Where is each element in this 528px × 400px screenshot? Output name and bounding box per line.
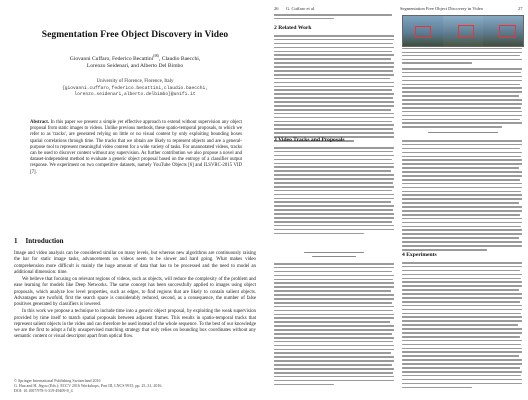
footnote-line-1: © Springer International Publishing Switzerland 2016 — [14, 378, 101, 383]
footnote-line-2: G. Hua and H. Jégou (Eds.): ECCV 2016 Workshops, Part III, LNCS 9915, pp. 25–31, 2016. — [14, 383, 163, 388]
text-block-left-3 — [274, 263, 394, 388]
equation-1 — [304, 252, 364, 259]
section-heading-experiments: 4 Experiments — [402, 252, 437, 258]
bounding-box — [458, 25, 474, 38]
emails-line2[interactable]: lorenzo.seidenari,alberto.delbimbo}@unifi.it — [74, 92, 196, 97]
footnote-line-3: DOI: 10.1007/978-3-319-49409-8_4 — [14, 388, 73, 393]
text-block-right-1 — [402, 68, 522, 130]
intro-paragraph-2: We believe that focusing on relevant regions of videos, such as objects, will reduce the complexity of the problem and ease learning for models like Deep Networks. The same concept has been successfully applied to images using object proposals, which analyze low level properties, such as edges, to find regions that are likely to contain salient objects. Advantages are twofold, first the search space is considerably reduced, second, as a consequence, the number of false positives generated by classifiers is lowered. — [14, 277, 256, 307]
authors-line1-end: , Claudio Baecchi, — [158, 55, 201, 62]
running-head-left: G. Cuffaro et al. — [286, 6, 316, 11]
section-heading-introduction — [14, 237, 64, 245]
text-block-related-work — [274, 35, 394, 144]
abstract-text: In this paper we present a simple yet effective approach to extend without supervision any object proposal from static images to videos. Unlike previous methods, these spatio-temporal proposals, to which we refer to as 'tracks', are generated relying on little or no visual content by only exploiting bounding boxes spatial correlations through time. The tracks that we obtain are likely to represent objects and are a general-purpose tool to represent meaningful video content for a wide variety of tasks. For unannotated videos, tracks can be used to discover content without any supervision. As further contribution we also propose a novel and dataset-independent method to evaluate a generic object proposal based on the entropy of a classifier output response. We experiment on two competitive datasets, namely YouTube Objects [6] and ILSVRC-2015 VID [7]. — [30, 120, 242, 175]
abstract-label: Abstract. — [30, 120, 50, 125]
text-block-left-1 — [274, 14, 394, 22]
section-title: Introduction — [25, 237, 64, 245]
authors-line1: Giovanni Cuffaro, Federico Becattini — [69, 55, 154, 62]
copyright-footnote — [14, 378, 256, 393]
page-2 — [268, 0, 528, 400]
equation-2 — [428, 132, 498, 136]
paper-title: Segmentation Free Object Discovery in Video — [41, 30, 229, 40]
intro-paragraph-3: In this work we propose a technique to include time into a generic object proposal, by exploiting the weak supervision provided by time itself to match spatial proposals between adjacent frames. This results in spatio-temporal tracks that represent salient objects in the video and can therefore be used instead of the whole sequence. To the best of our knowledge we are the first to adopt a fully unsupervised matching strategy that only relies on bounding box coordinates without any semantic content or visual descriptor apart from optical flow. — [14, 309, 256, 340]
introduction-body — [14, 251, 256, 341]
section-heading-related-work: 2 Related Work — [274, 25, 312, 31]
authors — [24, 53, 246, 70]
authors-line2: Lorenzo Seidenari, and Alberto Del Bimbo — [86, 62, 184, 69]
text-block-right-2 — [402, 140, 522, 253]
running-head-right: Segmentation Free Object Discovery in Video — [400, 6, 484, 11]
bounding-box — [415, 26, 431, 38]
affiliation-block — [24, 79, 246, 99]
intro-paragraph-1: Image and video analysis can be considered similar on many levels, but whereas new algorithms are continuously raising the bar for static image tasks, advancements on videos seem to be slower and hard going. What makes video comprehension more difficult is mainly the huge amount of data that has to be processed and the need to model an additional dimension: time. — [14, 251, 256, 275]
corresponding-author-mark: (✉) — [153, 54, 159, 58]
text-block-experiments — [402, 262, 522, 390]
abstract — [30, 120, 242, 176]
section-heading-video-tracks: 3 Video Tracks and Proposals — [274, 137, 345, 143]
figure-caption — [402, 48, 522, 66]
figure-video-frames[interactable] — [402, 15, 524, 47]
emails-line1[interactable]: {giovanni.cuffaro,federico.becattini,claudio.baecchi, — [61, 85, 209, 91]
page-number-left: 26 — [274, 6, 279, 11]
text-block-video-tracks — [274, 147, 394, 236]
section-number: 1 — [14, 237, 18, 245]
bounding-box — [499, 25, 516, 38]
page-number-right: 27 — [518, 6, 523, 11]
affiliation: University of Florence, Florence, Italy — [96, 79, 174, 84]
